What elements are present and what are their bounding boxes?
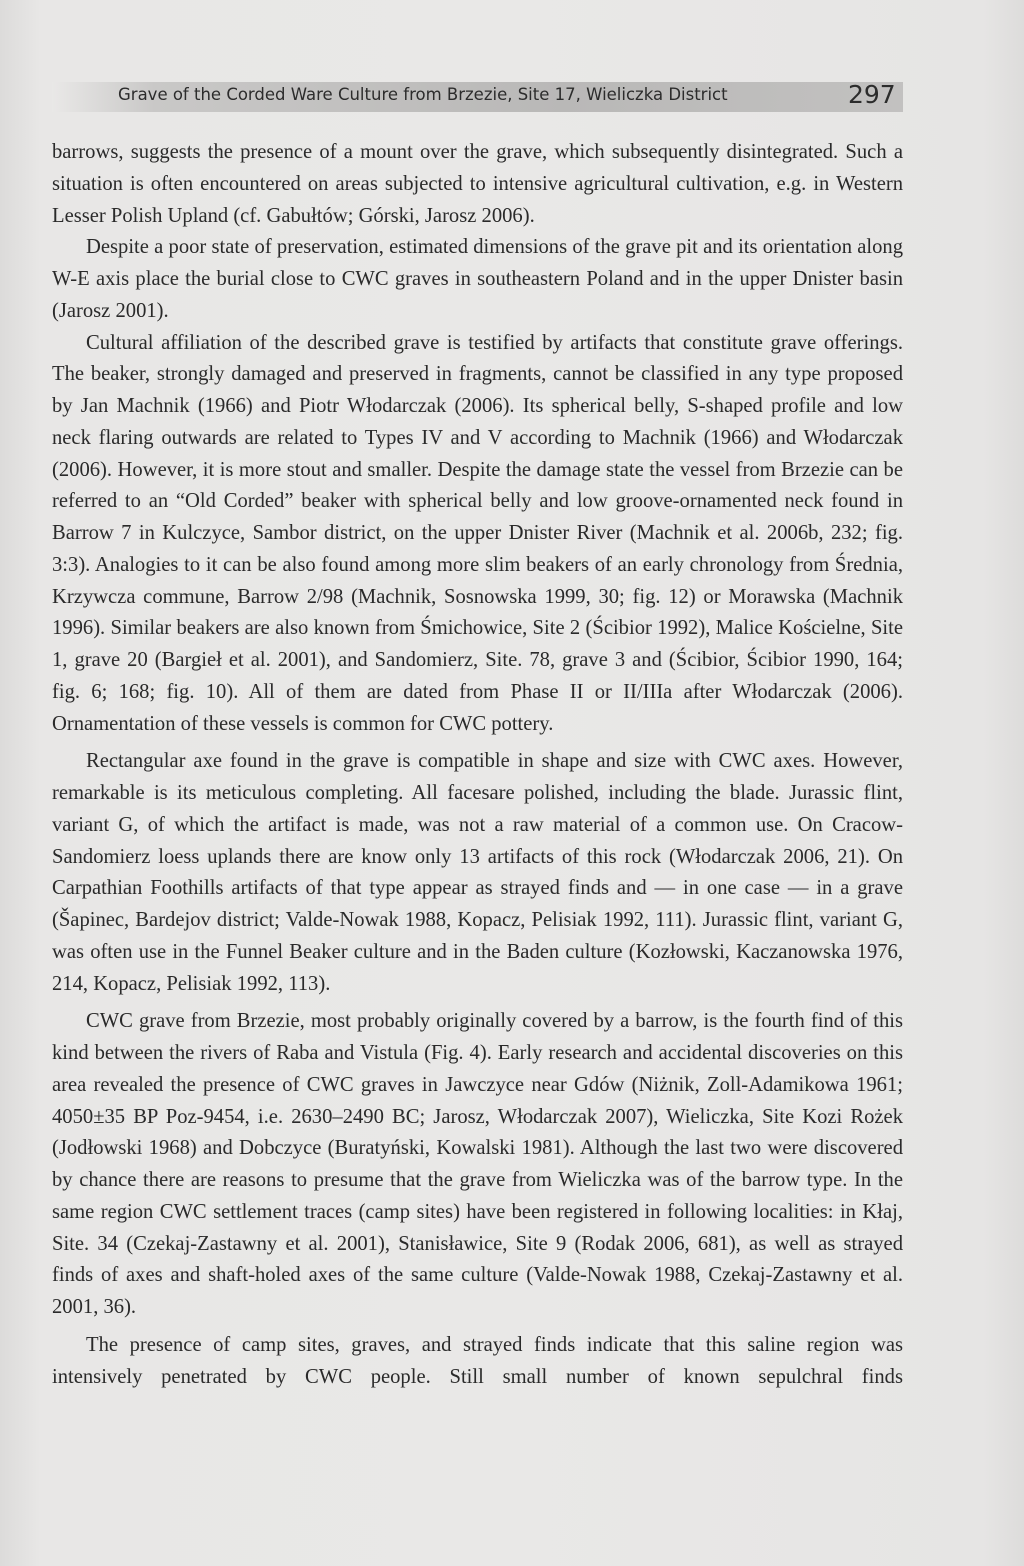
paragraph-2: Despite a poor state of preservation, estimated dimensions of the grave pit and its orientation along W-E axis place the burial close to CWC graves in southeastern Poland and in the upper Dnister basin (Jarosz 2001). [52, 236, 903, 322]
paragraph-5: CWC grave from Brzezie, most probably originally covered by a barrow, is the fourth find of this kind between the rivers of Raba and Vistula (Fig. 4). Early research and accidental discoveries on this area revealed the presence of CWC graves in Jawczyce near Gdów (Niżnik, Zoll-Adamikowa 1961; 4050±35 BP Poz-9454, i.e. 2630–2490 BC; Jarosz, Włodarczak 2007), Wieliczka, Site Kozi Rożek (Jodłowski 1968) and Dobczyce (Buratyński, Kowalski 1981). Although the last two were discovered by chance there are reasons to presume that the grave from Wieliczka was of the barrow type. In the same region CWC settlement traces (camp sites) have been registered in following localities: in Kłaj, Site. 34 (Czekaj-Zastawny et al. 2001), Stanisławice, Site 9 (Rodak 2006, 681), as well as strayed finds of axes and shaft-holed axes of the same culture (Valde-Nowak 1988, Czekaj-Zastawny et al. 2001, 36). [52, 1010, 903, 1318]
paragraph-3: Cultural affiliation of the described grave is testified by artifacts that constitute grave offerings. The beaker, strongly damaged and preserved in fragments, cannot be classified in any type proposed by Jan Machnik (1966) and Piotr Włodarczak (2006). Its spherical belly, S-shaped profile and low neck flaring outwards are related to Types IV and V according to Machnik (1966) and Włodarczak (2006). However, it is more stout and smaller. Despite the damage state the vessel from Brzezie can be referred to an “Old Corded” beaker with spherical belly and low groove-ornamented neck found in Barrow 7 in Kulczyce, Sambor district, on the upper Dnister River (Machnik et al. 2006b, 232; fig. 3:3). Analogies to it can be also found among more slim beakers of an early chronology from Średnia, Krzywcza commune, Barrow 2/98 (Machnik, Sosnowska 1999, 30; fig. 12) or Morawska (Machnik 1996). Similar beakers are also known from Śmichowice, Site 2 (Ścibior 1992), Malice Kościelne, Site 1, grave 20 (Bargieł et al. 2001), and Sandomierz, Site. 78, grave 3 and (Ścibior, Ścibior 1990, 164; fig. 6; 168; fig. 10). All of them are dated from Phase II or II/IIIa after Włodarczak (2006). Ornamentation of these vessels is common for CWC pottery. [52, 331, 903, 735]
running-head-title: Grave of the Corded Ware Culture from Brzezie, Site 17, Wieliczka District [118, 85, 728, 104]
paragraph-4: Rectangular axe found in the grave is compatible in shape and size with CWC axes. However, remarkable is its meticulous completing. All facesare polished, including the blade. Jurassic flint, variant G, of which the artifact is made, was not a raw material of a common use. On Cracow-Sandomierz loess uplands there are know only 13 artifacts of this rock (Włodarczak 2006, 21). On Carpathian Foothills artifacts of that type appear as strayed finds and — in one case — in a grave (Šapinec, Bardejov district; Valde-Nowak 1988, Kopacz, Pelisiak 1992, 111). Jurassic flint, variant G, was often use in the Funnel Beaker culture and in the Baden culture (Kozłowski, Kaczanowska 1976, 214, Kopacz, Pelisiak 1992, 113). [52, 750, 903, 995]
paragraph-6: The presence of camp sites, graves, and strayed finds indicate that this saline region was intensively penetrated by CWC people. Still small number of known sepulchral finds [52, 1333, 903, 1388]
paragraph-1: barrows, suggests the presence of a mount over the grave, which subsequently disintegrated. Such a situation is often encountered on areas subjected to intensive agricultural cultivation, e.g. in Western Lesser Polish Upland (cf. Gabułtów; Górski, Jarosz 2006). [52, 141, 903, 227]
body-text [52, 137, 903, 1393]
page-number: 297 [848, 80, 896, 109]
